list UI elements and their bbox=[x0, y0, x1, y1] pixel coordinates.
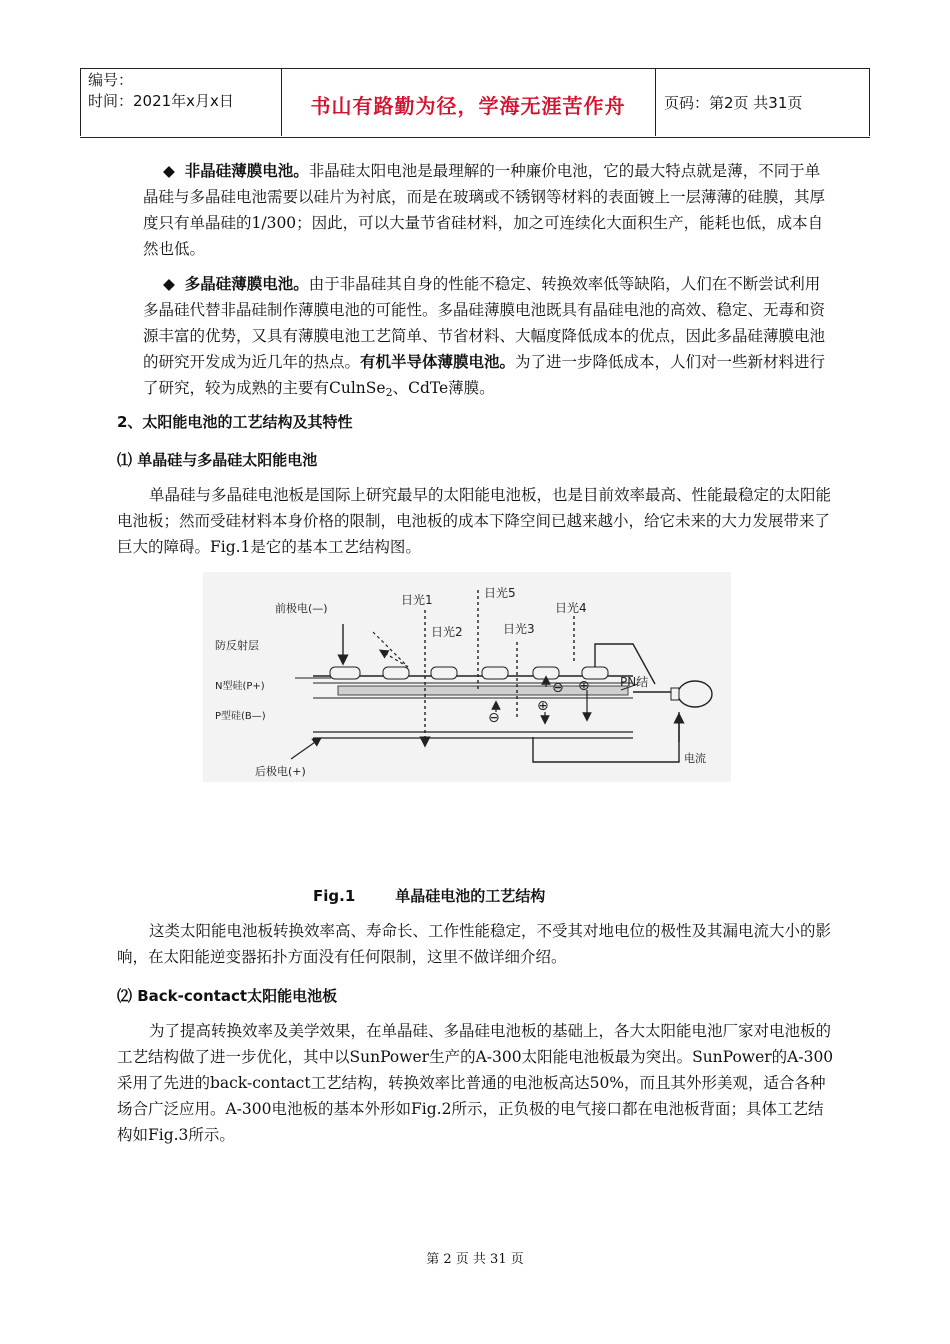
pn-junction-label: PN结 bbox=[620, 675, 649, 689]
back-electrode-arrow bbox=[291, 740, 318, 759]
sunlight-2-ray bbox=[373, 632, 408, 667]
back-electrode-label: 后极电(+) bbox=[255, 765, 306, 778]
current-label: 电流 bbox=[684, 752, 706, 765]
figure-caption bbox=[313, 885, 545, 906]
minus-charge-1: ⊖ bbox=[552, 680, 564, 696]
header-number-label: 编号： bbox=[88, 71, 134, 89]
page-footer: 第 2 页 共 31 页 bbox=[426, 1252, 524, 1267]
header-divider-2 bbox=[655, 68, 656, 136]
sunlight-5-label: 日光5 bbox=[484, 586, 516, 600]
paragraph-1: 单晶硅与多晶硅电池板是国际上研究最早的太阳能电池板，也是目前效率最高、性能最稳定的太阳能电池板；然而受硅材料本身价格的限制，电池板的成本下降空间已越来越小，给它未来的大力发展带来了巨大的障碍。Fig.1是它的基本工艺结构图。 bbox=[117, 486, 832, 556]
header-border-right bbox=[869, 68, 870, 136]
bullet-icon: ◆ bbox=[163, 275, 175, 293]
p-silicon-label: P型硅(B—) bbox=[215, 711, 266, 722]
header-meta bbox=[88, 70, 234, 112]
sunlight-2-label: 日光2 bbox=[431, 625, 463, 639]
electrode-2 bbox=[383, 667, 409, 679]
bullet-text: 非晶硅太阳电池是最理解的一种廉价电池，它的最大特点就是薄，不同于单晶硅与多晶硅电池需要以硅片为衬底，而是在玻璃或不锈钢等材料的表面镀上一层薄薄的硅膜，其厚度只有单晶硅的1/300；因此，可以大量节省硅材料，加之可连续化大面积生产，能耗也低，成本自然也低。 bbox=[143, 162, 826, 258]
electrode-4 bbox=[482, 667, 508, 679]
plus-charge-2: ⊕ bbox=[537, 698, 549, 714]
subsection-heading-2: ⑵ Back-contact太阳能电池板 bbox=[117, 987, 338, 1005]
section-heading: 2、太阳能电池的工艺结构及其特性 bbox=[117, 413, 353, 431]
subscript: 2 bbox=[385, 386, 393, 399]
header-time-label: 时间：2021年x月x日 bbox=[88, 92, 234, 110]
bullet-text-end: 、CdTe薄膜。 bbox=[392, 379, 495, 397]
lamp-base bbox=[671, 688, 679, 700]
bullet-title: 非晶硅薄膜电池。 bbox=[184, 162, 309, 180]
sunlight-1-label: 日光1 bbox=[401, 593, 433, 607]
n-silicon-label: N型硅(P+) bbox=[215, 681, 265, 692]
bullet-title: 多晶硅薄膜电池。 bbox=[184, 275, 309, 293]
sunlight-4-label: 日光4 bbox=[555, 601, 587, 615]
header-border-left bbox=[80, 68, 81, 136]
bullet-amorphous bbox=[143, 158, 835, 262]
caption-text: 单晶硅电池的工艺结构 bbox=[395, 887, 546, 905]
bullet-icon: ◆ bbox=[163, 162, 175, 180]
header-page-info: 页码：第2页 共31页 bbox=[664, 94, 803, 112]
circuit-wire-bottom bbox=[533, 712, 679, 762]
electrode-3 bbox=[431, 667, 457, 679]
electrode-1 bbox=[330, 667, 360, 679]
lamp-bulb bbox=[678, 681, 712, 707]
paragraph-2: 这类太阳能电池板转换效率高、寿命长、工作性能稳定，不受其对地电位的极性及其漏电流大小的影响，在太阳能逆变器拓扑方面没有任何限制，这里不做详细介绍。 bbox=[117, 922, 832, 966]
bullet-polycrystalline bbox=[143, 271, 835, 406]
plus-charge-1: ⊕ bbox=[578, 678, 590, 694]
paragraph-3: 为了提高转换效率及美学效果，在单晶硅、多晶硅电池板的基础上，各大太阳能电池厂家对电池板的工艺结构做了进一步优化，其中以SunPower生产的A-300太阳能电池板最为突出。SunPower的A-300采用了先进的back-contact工艺结构，转换效率比普通的电池板高达50%，而且其外形美观，适合各种场合广泛应用。A-300电池板的基本外形如Fig.2所示，正负极的电气接口都在电池板背面；具体工艺结构如Fig.3所示。 bbox=[117, 1022, 834, 1144]
caption-number: Fig.1 bbox=[313, 887, 356, 905]
header-motto: 书山有路勤为径，学海无涯苦作舟 bbox=[310, 94, 626, 118]
figure-solar-cell-structure bbox=[203, 572, 731, 782]
electrode-5 bbox=[533, 667, 559, 679]
front-electrode-label: 前极电(—) bbox=[275, 602, 328, 615]
subsection-heading-1: ⑴ 单晶硅与多晶硅太阳能电池 bbox=[117, 451, 318, 469]
bullet-text-organic: 为了进一步降低成本，人们对一些新材料进行了研究，较为成熟的主要有CulnSe bbox=[143, 353, 826, 397]
header-divider-1 bbox=[281, 68, 282, 136]
minus-charge-2: ⊖ bbox=[488, 710, 500, 726]
sunlight-3-label: 日光3 bbox=[503, 622, 535, 636]
solar-cell-diagram bbox=[203, 572, 731, 782]
bullet-title-organic: 有机半导体薄膜电池。 bbox=[360, 353, 516, 371]
bullet-text: 由于非晶硅其自身的性能不稳定、转换效率低等缺陷，人们在不断尝试利用多晶硅代替非晶硅制作薄膜电池的可能性。多晶硅薄膜电池既具有晶硅电池的高效、稳定、无毒和资源丰富的优势，又具有薄膜电池工艺简单、节省材料、大幅度降低成本的优点，因此多晶硅薄膜电池的研究开发成为近几年的热点。 bbox=[143, 275, 826, 371]
anti-reflection-label: 防反射层 bbox=[215, 639, 259, 652]
